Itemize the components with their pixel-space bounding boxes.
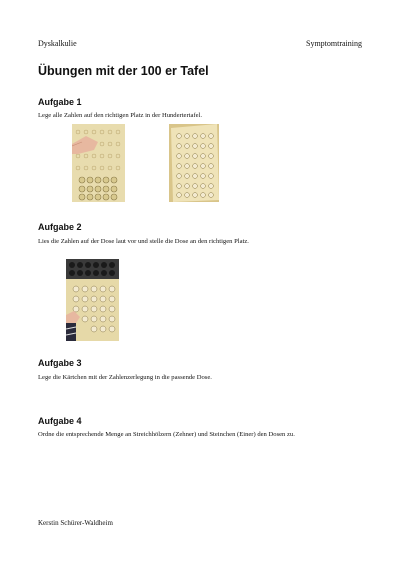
task-3-heading: Aufgabe 3 [38, 358, 82, 368]
photo-hundred-board-hand [72, 124, 125, 202]
page-title: Übungen mit der 100 er Tafel [38, 64, 209, 78]
footer-author: Kerstin Schürer-Waldheim [38, 519, 113, 527]
header-right: Symptomtraining [306, 39, 362, 48]
task-1-heading: Aufgabe 1 [38, 97, 82, 107]
task-3-text: Lege die Kärtchen mit der Zahlenzerlegung in die passende Dose. [38, 374, 212, 381]
photo-cans-on-board [66, 259, 119, 341]
task-4-heading: Aufgabe 4 [38, 416, 82, 426]
header-left: Dyskalkulie [38, 39, 77, 48]
task-2-heading: Aufgabe 2 [38, 222, 82, 232]
task-4-text: Ordne die entsprechende Menge an Streichhölzern (Zehner) und Steinchen (Einer) den Dosen zu. [38, 431, 295, 438]
task-2-text: Lies die Zahlen auf der Dose laut vor und stelle die Dose an den richtigen Platz. [38, 238, 249, 245]
photo-hundred-board-filled [169, 124, 219, 202]
task-1-text: Lege alle Zahlen auf den richtigen Platz in der Hundertertafel. [38, 112, 203, 119]
